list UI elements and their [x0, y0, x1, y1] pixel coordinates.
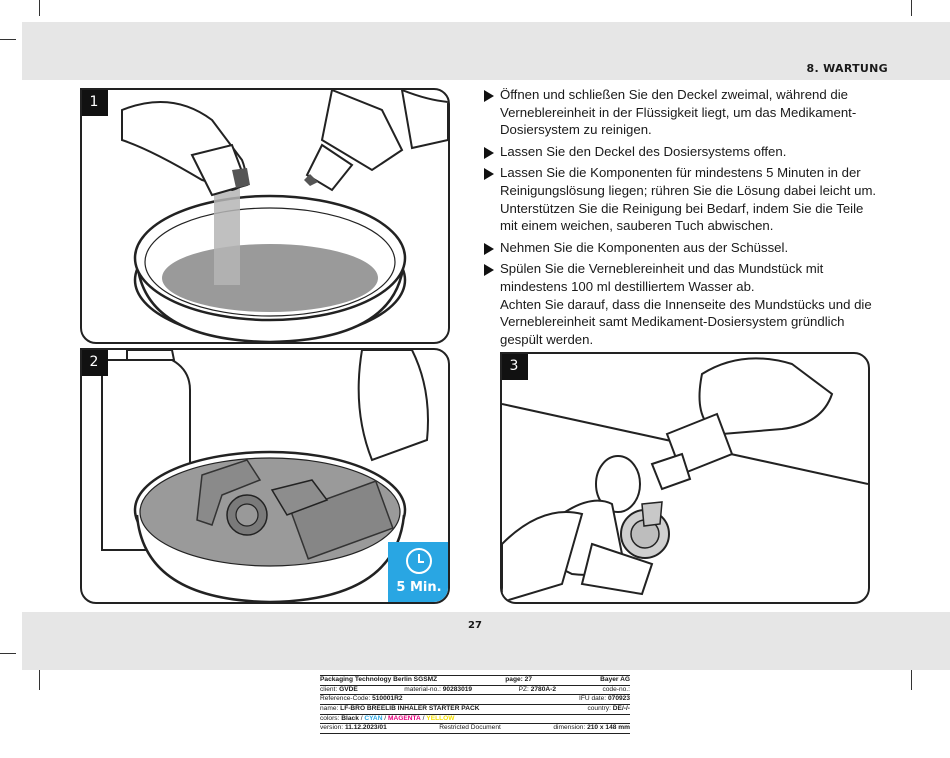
- figure-1-illustration: [82, 90, 448, 342]
- material-value: 90283019: [442, 685, 473, 693]
- instruction-text: Spülen Sie die Verneblereinheit und das Mundstück mit mindestens 100 ml destilliertem Wasser ab. Achten Sie darauf, dass die Innenseite des Mundstücks und die Verneblereinheit samt Medikament-Dosiersystem gründlich gespült werden.: [500, 261, 872, 347]
- figure-2: [80, 348, 450, 604]
- version-value: 11.12.2023/01: [344, 724, 387, 732]
- reference-value: 510001R2: [372, 695, 403, 703]
- version-label: version:: [320, 724, 344, 732]
- company-line: Packaging Technology Berlin SGSMZ: [320, 676, 438, 683]
- packaging-info-block: [320, 675, 630, 734]
- crop-mark: [39, 0, 40, 16]
- client-value: GVDE: [339, 685, 358, 693]
- color-cyan: CYAN: [364, 714, 383, 722]
- figure-number: 1: [80, 88, 108, 116]
- crop-mark: [0, 653, 16, 654]
- country-value: DE/-/-: [612, 705, 630, 713]
- figure-number: 3: [500, 352, 528, 380]
- color-yellow: YELLOW: [426, 714, 455, 722]
- ifu-value: 070923: [607, 695, 630, 703]
- color-magenta: MAGENTA: [387, 714, 421, 722]
- instruction-step: [484, 164, 894, 234]
- code-label: code-no.:: [602, 685, 630, 693]
- arrow-bullet-icon: [484, 147, 494, 159]
- footer-row: [320, 695, 630, 705]
- ifu-label: IFU date:: [579, 695, 607, 703]
- colors-label: colors:: [320, 714, 340, 722]
- page-number: 27: [468, 620, 482, 631]
- country-label: country:: [587, 705, 611, 713]
- material-label: material-no.:: [404, 685, 441, 693]
- name-value: LF-BRO BREELIB INHALER STARTER PACK: [340, 705, 480, 713]
- clock-icon: [406, 548, 432, 574]
- client-label: client:: [320, 685, 338, 693]
- instruction-text: Lassen Sie die Komponenten für mindestens 5 Minuten in der Reinigungslösung liegen; rühren Sie die Lösung dabei leicht um. Unterstützen Sie die Reinigung bei Bedarf, indem Sie die Teile mit einem weichen, sauberen Tuch abwischen.: [500, 165, 877, 234]
- reference-label: Reference-Code:: [320, 695, 371, 703]
- owner: Bayer AG: [600, 676, 630, 683]
- section-title: 8. WARTUNG: [806, 62, 888, 75]
- footer-row: [320, 705, 630, 715]
- pz-value: 2780A-2: [530, 685, 556, 693]
- name-label: name:: [320, 705, 339, 713]
- footer-row: [320, 724, 630, 734]
- figure-number: 2: [80, 348, 108, 376]
- timer-badge: [388, 542, 450, 604]
- crop-mark: [911, 0, 912, 16]
- crop-mark: [911, 670, 912, 690]
- footer-row: [320, 675, 630, 686]
- instruction-step: [484, 143, 894, 161]
- arrow-bullet-icon: [484, 243, 494, 255]
- instruction-step: [484, 86, 894, 139]
- page-label: page: 27: [505, 676, 533, 683]
- instruction-text: Lassen Sie den Deckel des Dosiersystems offen.: [500, 143, 787, 159]
- instruction-step: [484, 239, 894, 257]
- arrow-bullet-icon: [484, 90, 494, 102]
- crop-mark: [39, 670, 40, 690]
- timer-label: 5 Min.: [396, 580, 442, 595]
- instruction-list: [484, 86, 894, 352]
- instruction-step: [484, 260, 894, 348]
- footer-row: colors: Black / CYAN / MAGENTA / YELLOW: [320, 715, 630, 725]
- color-black: Black: [341, 714, 359, 722]
- arrow-bullet-icon: [484, 264, 494, 276]
- instruction-text: Öffnen und schließen Sie den Deckel zweimal, während die Verneblereinheit in der Flüssigkeit liegt, um das Medikament- Dosiersystem zu reinigen.: [500, 87, 857, 138]
- restricted-label: Restricted Document: [439, 724, 501, 732]
- instruction-text: Nehmen Sie die Komponenten aus der Schüssel.: [500, 239, 789, 255]
- footer-row: [320, 686, 630, 696]
- figure-3: [500, 352, 870, 604]
- crop-mark: [0, 39, 16, 40]
- figure-3-illustration: [502, 354, 868, 602]
- dimension-label: dimension:: [553, 724, 586, 732]
- dimension-value: 210 x 148 mm: [587, 724, 630, 732]
- arrow-bullet-icon: [484, 168, 494, 180]
- pz-label: PZ:: [518, 685, 529, 693]
- figure-1: [80, 88, 450, 344]
